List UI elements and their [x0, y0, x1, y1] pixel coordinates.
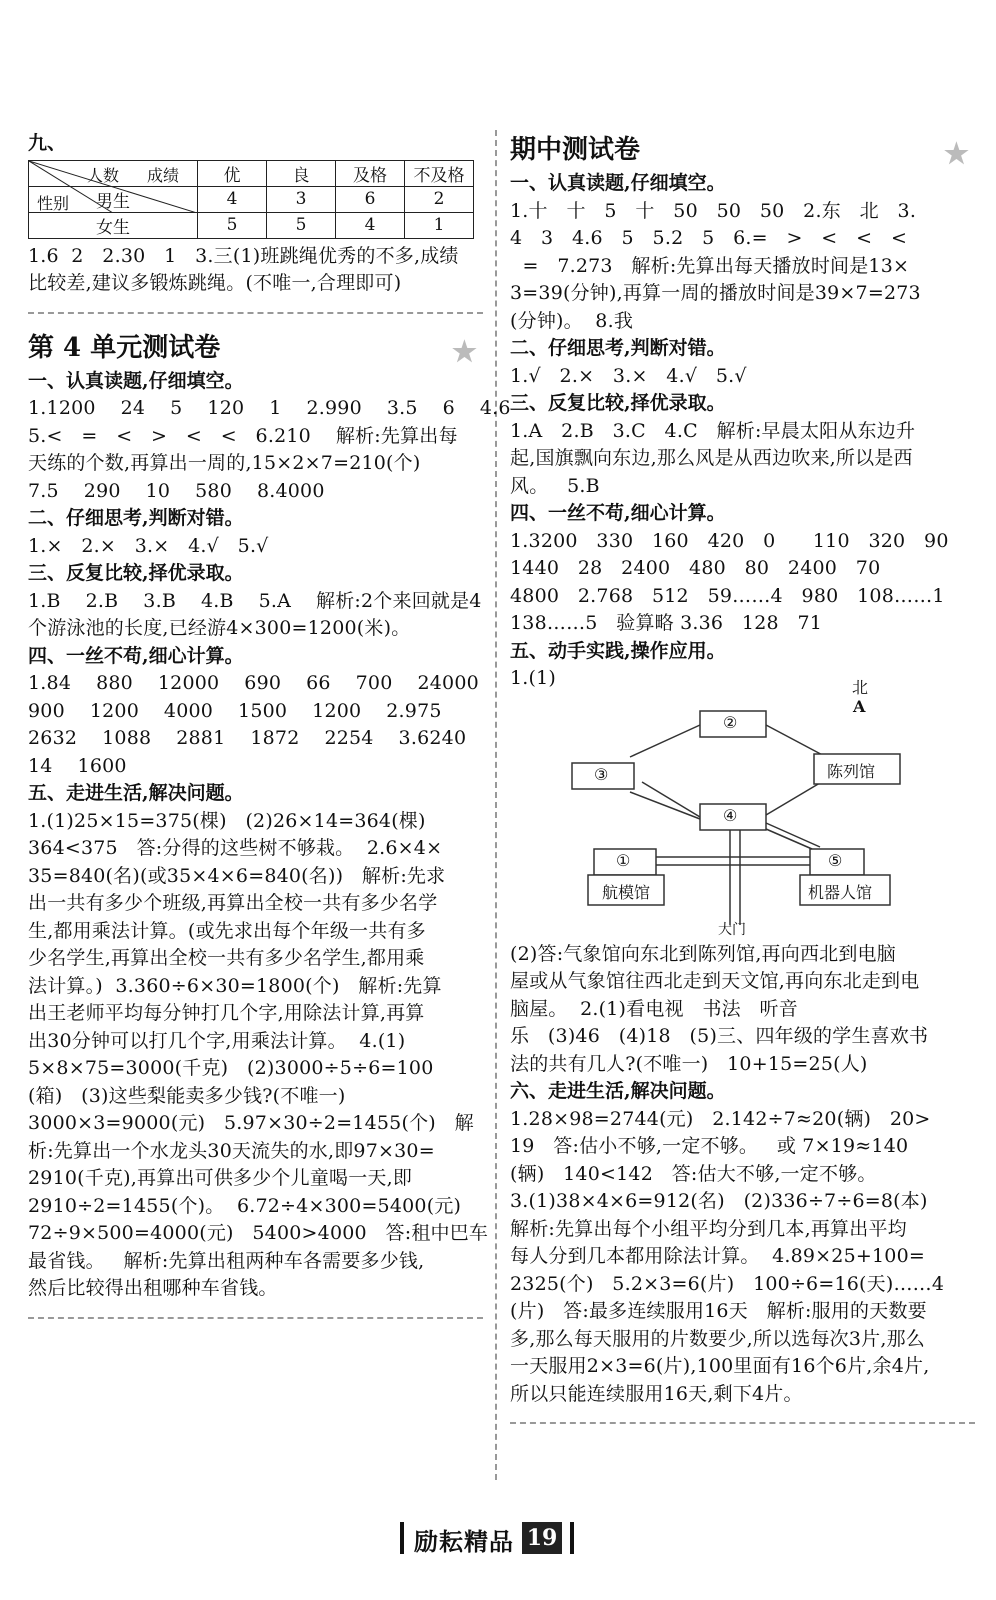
table-header-cell: 不及格	[405, 160, 474, 186]
table-header-cell: 优	[198, 160, 267, 186]
answer-line: 2325(个) 5.2×3=6(片) 100÷6=16(天)……4	[510, 1272, 945, 1295]
section-heading: 六、走进生活,解决问题。	[510, 1080, 726, 1102]
section-heading: 四、一丝不苟,细心计算。	[510, 502, 726, 524]
answer-line: 900 1200 4000 1500 1200 2.975	[28, 699, 442, 722]
table-cell: 1	[405, 212, 474, 238]
answer-line: 5×8×75=3000(千克) (2)3000÷5÷6=100	[28, 1057, 434, 1079]
section-heading: 二、仔细思考,判断对错。	[510, 337, 726, 359]
corner-label-gender: 性别	[37, 193, 70, 213]
section-nine-answers	[28, 243, 483, 298]
north-label: 北	[852, 677, 869, 697]
answer-line: 1.√ 2.× 3.× 4.√ 5.√	[510, 364, 747, 387]
map-robot-hall: 机器人馆	[808, 882, 873, 902]
footer-bar-left	[400, 1522, 404, 1554]
unit-test-answers	[28, 368, 511, 1303]
answer-line: 1.十 十 5 十 50 50 50 2.东 北 3.	[510, 199, 917, 222]
map-box-1: ①	[616, 850, 631, 870]
answer-line: 138……5 验算略 3.36 128 71	[510, 612, 823, 634]
answer-line: 析:先算出一个水龙头30天流失的水,即97×30=	[28, 1139, 435, 1162]
map-aviation-hall: 航模馆	[602, 882, 651, 902]
answer-line: 天练的个数,再算出一周的,15×2×7=210(个)	[28, 452, 421, 474]
section-heading: 一、认真读题,仔细填空。	[510, 172, 726, 194]
map-box-2: ②	[723, 712, 738, 732]
star-icon: ★	[943, 137, 969, 170]
answer-line: = 7.273 解析:先算出每天播放时间是13×	[510, 254, 910, 277]
answer-line: 19 答:估小不够,一定不够。 或 7×19≈140	[510, 1135, 909, 1157]
answer-line: 1.1200 24 5 120 1 2.990 3.5 6 4.6	[28, 397, 511, 419]
answer-line: 风。 5.B	[510, 474, 600, 497]
answer-line: 解析:先算出每个小组平均分到几本,再算出平均	[510, 1217, 907, 1240]
answer-line: (辆) 140<142 答:估大不够,一定不够。	[510, 1162, 877, 1185]
answer-line: 每人分到几本都用除法计算。 4.89×25+100=	[510, 1245, 925, 1267]
section-heading: 三、反复比较,择优录取。	[510, 392, 726, 414]
answer-line: 1.(1)25×15=375(棵) (2)26×14=364(棵)	[28, 809, 426, 832]
answer-line: 起,国旗飘向东边,那么风是从西边吹来,所以是西	[510, 447, 913, 469]
table-header-cell: 及格	[336, 160, 405, 186]
section-divider	[510, 1422, 975, 1424]
midterm-title-text: 期中测试卷	[510, 135, 641, 165]
answer-line: 一天服用2×3=6(片),100里面有16个6片,余4片,	[510, 1355, 930, 1377]
map-box-3: ③	[594, 764, 609, 784]
table-cell: 6	[336, 186, 405, 212]
corner-label-grade: 成绩	[147, 165, 180, 185]
table-cell: 5	[198, 212, 267, 238]
answer-line: 1440 28 2400 480 80 2400 70	[510, 557, 881, 579]
table-cell: 3	[267, 186, 336, 212]
answer-line: 3=39(分钟),再算一周的播放时间是39×7=273	[510, 282, 921, 304]
answer-line: 比较差,建议多锻炼跳绳。(不唯一,合理即可)	[28, 272, 402, 294]
answer-line: 7.5 290 10 580 8.4000	[28, 479, 325, 502]
answer-line: 72÷9×500=4000(元) 5400>4000 答:租中巴车	[28, 1222, 489, 1244]
corner-label-count: 人数	[87, 165, 120, 185]
answer-line: 法计算。) 3.360÷6×30=1800(个) 解析:先算	[28, 974, 442, 997]
star-icon: ★	[451, 334, 477, 368]
answer-line: 1.6 2 2.30 1 3.三(1)班跳绳优秀的不多,成绩	[28, 244, 459, 267]
answer-line: 2632 1088 2881 1872 2254 3.6240	[28, 727, 467, 749]
page-footer	[400, 1518, 590, 1558]
footer-brand: 励耘精品	[414, 1528, 514, 1556]
map-lines	[530, 697, 980, 937]
answer-line: 4 3 4.6 5 5.2 5 6.= > < < <	[510, 227, 908, 249]
answer-line: 出一共有多少个班级,再算出全校一共有多少名学	[28, 892, 438, 914]
answer-line: 出王老师平均每分钟打几个字,用除法计算,再算	[28, 1002, 425, 1024]
midterm-title	[510, 130, 975, 170]
answer-line: 5.< = < > < < 6.210 解析:先算出每	[28, 424, 458, 447]
map-gate: 大门	[718, 921, 746, 938]
answer-line: (片) 答:最多连续服用16天 解析:服用的天数要	[510, 1300, 927, 1322]
map-box-5: ⑤	[828, 850, 843, 870]
table-header-cell: 良	[267, 160, 336, 186]
table-row	[29, 212, 474, 238]
answer-line: 2910÷2=1455(个)。 6.72÷4×300=5400(元)	[28, 1194, 462, 1217]
table-row-label: 男生	[29, 186, 198, 212]
answer-line: 4800 2.768 512 59……4 980 108……1	[510, 584, 945, 607]
answer-line: 1.A 2.B 3.C 4.C 解析:早晨太阳从东边升	[510, 419, 916, 442]
answer-line: 生,都用乘法计算。(或先求出每个年级一共有多	[28, 919, 426, 942]
map-box-4: ④	[723, 805, 738, 825]
table-cell: 5	[267, 212, 336, 238]
section-heading: 三、反复比较,择优录取。	[28, 562, 244, 584]
answer-line: 3.(1)38×4×6=912(名) (2)336÷7÷6=8(本)	[510, 1190, 928, 1212]
answer-line: 法的共有几人?(不唯一) 10+15=25(人)	[510, 1052, 868, 1075]
table-cell: 4	[336, 212, 405, 238]
right-column	[510, 130, 975, 1438]
answer-line: 2910(千克),再算出可供多少个儿童喝一天,即	[28, 1167, 413, 1189]
section-heading: 一、认真读题,仔细填空。	[28, 369, 244, 392]
section-heading: 五、走进生活,解决问题。	[28, 782, 244, 804]
midterm-answers-part2	[510, 941, 975, 1409]
section-heading: 五、动手实践,操作应用。	[510, 639, 726, 662]
answer-line: (分钟)。 8.我	[510, 309, 634, 332]
north-arrow-icon: A	[853, 696, 866, 716]
page-number: 19	[522, 1522, 562, 1554]
answer-line: 多,那么每天服用的片数要少,所以选每次3片,那么	[510, 1327, 926, 1350]
answer-line: 脑屋。 2.(1)看电视 书法 听音	[510, 997, 798, 1020]
answer-line: 出30分钟可以打几个字,用乘法计算。 4.(1)	[28, 1029, 406, 1052]
unit-test-title-text: 第 4 单元测试卷	[28, 332, 221, 363]
score-table	[28, 160, 474, 239]
answer-line: 1.× 2.× 3.× 4.√ 5.√	[28, 534, 269, 557]
answer-line: 最省钱。 解析:先算出租两种车各需要多少钱,	[28, 1249, 425, 1272]
answer-line: (2)答:气象馆向东北到陈列馆,再向西北到电脑	[510, 942, 896, 965]
answer-line: 1.3200 330 160 420 0 110 320 90	[510, 529, 949, 552]
table-cell: 2	[405, 186, 474, 212]
answer-line: 35=840(名)(或35×4×6=840(名)) 解析:先求	[28, 864, 446, 887]
midterm-answers-part1	[510, 170, 975, 693]
map-exhibition-hall: 陈列馆	[827, 761, 876, 781]
answer-line: 屋或从气象馆往西北走到天文馆,再向东北走到电	[510, 970, 920, 992]
answer-line: 364<375 答:分得的这些树不够栽。 2.6×4×	[28, 837, 443, 859]
section-divider	[28, 312, 483, 314]
answer-line: 然后比较得出租哪种车省钱。	[28, 1277, 278, 1299]
unit-test-title	[28, 328, 483, 368]
answer-line: 个游泳池的长度,已经游4×300=1200(米)。	[28, 617, 411, 639]
column-divider	[495, 130, 497, 1480]
section-divider	[28, 1317, 483, 1319]
answer-line: 1.84 880 12000 690 66 700 24000	[28, 672, 479, 694]
answer-line: (箱) (3)这些梨能卖多少钱?(不唯一)	[28, 1084, 346, 1107]
section-heading: 二、仔细思考,判断对错。	[28, 507, 244, 529]
answer-line: 所以只能连续服用16天,剩下4片。	[510, 1382, 803, 1405]
answer-line: 1.(1)	[510, 667, 557, 689]
answer-line: 3000×3=9000(元) 5.97×30÷2=1455(个) 解	[28, 1112, 474, 1134]
answer-line: 14 1600	[28, 754, 127, 777]
answer-line: 1.B 2.B 3.B 4.B 5.A 解析:2个来回就是4	[28, 589, 482, 612]
answer-line: 1.28×98=2744(元) 2.142÷7≈20(辆) 20>	[510, 1107, 931, 1130]
table-row-label: 女生	[29, 212, 198, 238]
table-cell: 4	[198, 186, 267, 212]
footer-bar-right	[570, 1522, 574, 1554]
section-heading: 四、一丝不苟,细心计算。	[28, 644, 244, 667]
answer-line: 少名学生,再算出全校一共有多少名学生,都用乘	[28, 947, 425, 969]
campus-map-diagram	[530, 677, 980, 938]
answer-line: 乐 (3)46 (4)18 (5)三、四年级的学生喜欢书	[510, 1025, 929, 1047]
left-column	[28, 130, 511, 1333]
section-nine-label: 九、	[28, 132, 67, 154]
